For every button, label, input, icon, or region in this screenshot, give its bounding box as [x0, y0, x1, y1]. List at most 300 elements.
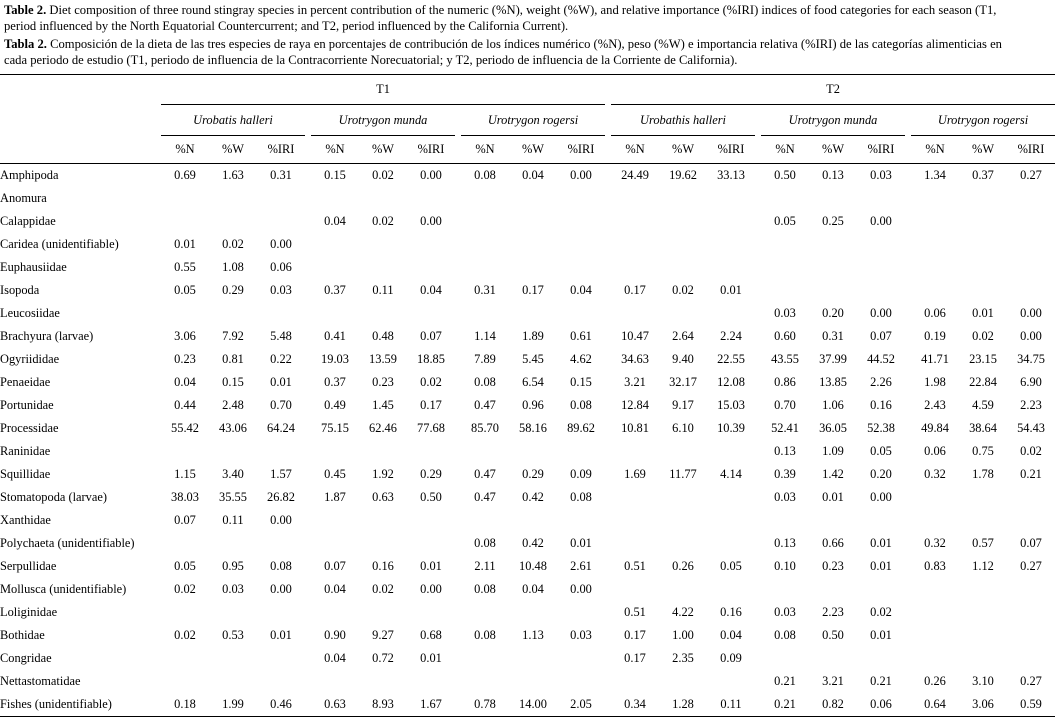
table-cell: 0.01: [870, 628, 892, 642]
table-cell: 0.16: [372, 559, 394, 573]
table-cell: 52.38: [867, 421, 895, 435]
table-cell: 0.10: [774, 559, 796, 573]
table-cell: 41.71: [921, 352, 949, 366]
table-cell: 0.29: [222, 283, 244, 297]
table-cell: 54.43: [1017, 421, 1045, 435]
table-cell: [1007, 279, 1055, 302]
table-cell: [659, 302, 707, 325]
table-row: [0, 233, 1055, 256]
metric-header: %W: [359, 136, 407, 164]
table-cell: 43.55: [771, 352, 799, 366]
food-category: Penaeidae: [0, 375, 51, 389]
table-cell: 9.27: [372, 628, 394, 642]
metric-header: %IRI: [707, 136, 755, 164]
table-cell: [911, 601, 959, 624]
table-cell: 0.03: [222, 582, 244, 596]
table-cell: 0.01: [174, 237, 196, 251]
table-cell: 0.21: [1020, 467, 1042, 481]
table-cell: 0.08: [474, 628, 496, 642]
table-cell: [959, 601, 1007, 624]
table-cell: [611, 532, 659, 555]
table-cell: 0.11: [222, 513, 244, 527]
table-cell: 0.32: [924, 467, 946, 481]
metric-header: %IRI: [1007, 136, 1055, 164]
table-cell: 0.08: [570, 490, 592, 504]
table-cell: 4.59: [972, 398, 994, 412]
table-cell: [1007, 187, 1055, 210]
table-cell: 33.13: [717, 168, 745, 182]
table-cell: 22.55: [717, 352, 745, 366]
table-cell: [707, 578, 755, 601]
table-cell: 0.23: [822, 559, 844, 573]
table-cell: [911, 233, 959, 256]
table-cell: [461, 670, 509, 693]
table-cell: [359, 187, 407, 210]
table-cell: 49.84: [921, 421, 949, 435]
table-cell: 13.59: [369, 352, 397, 366]
table-cell: 2.64: [672, 329, 694, 343]
table-cell: [257, 440, 305, 463]
table-cell: 1.92: [372, 467, 394, 481]
metric-header: %N: [911, 136, 959, 164]
table-cell: 1.42: [822, 467, 844, 481]
table-cell: [461, 187, 509, 210]
table-cell: [311, 302, 359, 325]
table-cell: 6.54: [522, 375, 544, 389]
table-cell: 62.46: [369, 421, 397, 435]
table-cell: 1.34: [924, 168, 946, 182]
table-row: [0, 256, 1055, 279]
table-cell: [857, 256, 905, 279]
table-cell: [209, 302, 257, 325]
food-category: Anomura: [0, 191, 47, 205]
table-cell: 1.89: [522, 329, 544, 343]
table-row: [0, 302, 1055, 325]
table-cell: 0.95: [222, 559, 244, 573]
table-cell: [209, 187, 257, 210]
table-cell: 14.00: [509, 693, 557, 717]
table-cell: 0.02: [672, 283, 694, 297]
table-cell: [407, 670, 455, 693]
table-cell: 37.99: [819, 352, 847, 366]
table-cell: 0.44: [174, 398, 196, 412]
table-cell: 43.06: [219, 421, 247, 435]
table-cell: 0.00: [570, 168, 592, 182]
table-cell: 0.21: [870, 674, 892, 688]
table-cell: [659, 670, 707, 693]
table-cell: [911, 486, 959, 509]
table-cell: 0.03: [570, 628, 592, 642]
table-cell: 0.39: [774, 467, 796, 481]
table-cell: [461, 210, 509, 233]
table-cell: [911, 210, 959, 233]
table-cell: [359, 670, 407, 693]
table-cell: 0.02: [372, 214, 394, 228]
table-cell: 0.21: [774, 674, 796, 688]
metric-header-spacer: [0, 136, 161, 164]
table-cell: [557, 509, 605, 532]
table-cell: 0.47: [474, 467, 496, 481]
table-cell: [959, 233, 1007, 256]
table-cell: 0.20: [870, 467, 892, 481]
table-row: [0, 693, 1055, 717]
table-cell: 0.02: [870, 605, 892, 619]
table-cell: 0.27: [1020, 168, 1042, 182]
table-cell: 0.02: [420, 375, 442, 389]
table-cell: [161, 187, 209, 210]
table-cell: 0.78: [461, 693, 509, 717]
table-cell: 10.39: [717, 421, 745, 435]
table-cell: 0.42: [522, 536, 544, 550]
table-cell: 0.25: [822, 214, 844, 228]
table-cell: 0.02: [174, 582, 196, 596]
table-cell: [809, 256, 857, 279]
table-cell: [509, 509, 557, 532]
table-cell: 0.07: [420, 329, 442, 343]
table-cell: 0.07: [870, 329, 892, 343]
table-row: [0, 210, 1055, 233]
table-cell: 23.15: [969, 352, 997, 366]
table-cell: [257, 302, 305, 325]
table-cell: [407, 302, 455, 325]
table-cell: [209, 647, 257, 670]
table-cell: 0.17: [624, 651, 646, 665]
table-cell: [311, 601, 359, 624]
table-cell: 0.00: [1020, 329, 1042, 343]
table-cell: [857, 233, 905, 256]
table-cell: 0.57: [972, 536, 994, 550]
table-cell: 35.55: [219, 490, 247, 504]
table-cell: [461, 233, 509, 256]
table-cell: [959, 279, 1007, 302]
table-cell: [557, 210, 605, 233]
table-caption-en: [4, 2, 1019, 34]
table-cell: [461, 256, 509, 279]
table-cell: [611, 256, 659, 279]
species-header: Urotrygon munda: [311, 105, 455, 136]
table-cell: 0.01: [870, 559, 892, 573]
table-cell: [407, 440, 455, 463]
table-cell: 0.02: [372, 168, 394, 182]
table-cell: 6.10: [672, 421, 694, 435]
food-category: Portunidae: [0, 398, 54, 412]
table-row: [0, 463, 1055, 486]
food-category: Euphausiidae: [0, 260, 67, 274]
table-cell: [857, 578, 905, 601]
table-cell: 9.40: [672, 352, 694, 366]
table-cell: 0.05: [720, 559, 742, 573]
table-cell: 18.85: [417, 352, 445, 366]
table-cell: [809, 279, 857, 302]
table-cell: [509, 233, 557, 256]
table-cell: 0.45: [324, 467, 346, 481]
table-cell: [857, 509, 905, 532]
table-cell: [359, 601, 407, 624]
table-cell: 0.07: [174, 513, 196, 527]
table-cell: 15.03: [717, 398, 745, 412]
table-cell: 38.03: [171, 490, 199, 504]
table-cell: [809, 233, 857, 256]
table-cell: 0.32: [924, 536, 946, 550]
table-cell: 0.03: [870, 168, 892, 182]
table-cell: [707, 486, 755, 509]
table-cell: 0.04: [174, 375, 196, 389]
table-cell: [407, 509, 455, 532]
table-cell: 24.49: [621, 168, 649, 182]
table-row: [0, 187, 1055, 210]
table-cell: 1.28: [659, 693, 707, 717]
table-cell: [959, 486, 1007, 509]
table-cell: 0.15: [570, 375, 592, 389]
table-cell: 0.31: [270, 168, 292, 182]
table-cell: 0.51: [624, 559, 646, 573]
table-cell: [761, 187, 809, 210]
table-cell: 0.07: [324, 559, 346, 573]
table-cell: 9.17: [672, 398, 694, 412]
table-cell: 0.04: [522, 168, 544, 182]
table-cell: 0.42: [522, 490, 544, 504]
table-cell: 0.01: [720, 283, 742, 297]
table-cell: [257, 601, 305, 624]
table-cell: 10.81: [621, 421, 649, 435]
table-cell: [1007, 233, 1055, 256]
table-cell: 0.37: [324, 375, 346, 389]
table-cell: [761, 233, 809, 256]
table-cell: [209, 670, 257, 693]
table-cell: [509, 302, 557, 325]
table-cell: [557, 601, 605, 624]
table-cell: 89.62: [567, 421, 595, 435]
table-cell: [761, 279, 809, 302]
table-cell: 0.06: [924, 306, 946, 320]
species-header: Urotrygon rogersi: [911, 105, 1055, 136]
table-row: [0, 624, 1055, 647]
table-cell: 0.15: [324, 168, 346, 182]
table-cell: 12.84: [621, 398, 649, 412]
table-cell: [1007, 601, 1055, 624]
table-cell: 0.02: [222, 237, 244, 251]
table-cell: 0.05: [870, 444, 892, 458]
table-cell: [959, 210, 1007, 233]
table-cell: 1.15: [174, 467, 196, 481]
table-cell: 0.18: [161, 693, 209, 717]
table-cell: 38.64: [969, 421, 997, 435]
table-cell: 0.34: [611, 693, 659, 717]
table-cell: [761, 647, 809, 670]
season-header-t2: T2: [611, 75, 1055, 105]
table-cell: [809, 647, 857, 670]
table-cell: 0.49: [324, 398, 346, 412]
table-cell: 0.70: [270, 398, 292, 412]
table-cell: [161, 532, 209, 555]
table-cell: 0.00: [870, 214, 892, 228]
metric-header: %IRI: [857, 136, 905, 164]
food-category: Squillidae: [0, 467, 51, 481]
table-cell: [557, 187, 605, 210]
food-category: Polychaeta (unidentifiable): [0, 536, 135, 550]
table-cell: 5.48: [270, 329, 292, 343]
table-cell: 0.00: [420, 214, 442, 228]
table-cell: [809, 187, 857, 210]
table-cell: [257, 532, 305, 555]
table-cell: 0.02: [1020, 444, 1042, 458]
table-cell: 1.00: [672, 628, 694, 642]
table-cell: [707, 256, 755, 279]
table-cell: 1.87: [324, 490, 346, 504]
table-cell: 0.47: [474, 398, 496, 412]
table-cell: 1.13: [522, 628, 544, 642]
table-cell: 2.61: [570, 559, 592, 573]
species-header-row: [0, 105, 1055, 136]
table-cell: 0.06: [924, 444, 946, 458]
table-cell: [707, 187, 755, 210]
food-category: Mollusca (unidentifiable): [0, 582, 127, 596]
table-cell: [161, 601, 209, 624]
table-row: [0, 509, 1055, 532]
table-cell: [407, 187, 455, 210]
table-cell: 0.63: [311, 693, 359, 717]
table-cell: [509, 647, 557, 670]
table-cell: [257, 187, 305, 210]
metric-header: %N: [311, 136, 359, 164]
species-header: Urobatis halleri: [161, 105, 305, 136]
table-cell: [311, 532, 359, 555]
table-cell: 0.11: [372, 283, 394, 297]
table-cell: [509, 187, 557, 210]
table-cell: [311, 256, 359, 279]
table-cell: [461, 440, 509, 463]
table-cell: [557, 233, 605, 256]
table-cell: 75.15: [321, 421, 349, 435]
table-cell: [911, 578, 959, 601]
table-cell: [809, 578, 857, 601]
table-cell: 0.08: [570, 398, 592, 412]
table-cell: 4.62: [570, 352, 592, 366]
food-category: Isopoda: [0, 283, 40, 297]
table-cell: 1.57: [270, 467, 292, 481]
table-cell: [611, 187, 659, 210]
table-cell: [161, 670, 209, 693]
table-cell: 2.23: [822, 605, 844, 619]
table-cell: [911, 256, 959, 279]
caption-es-text: Composición de la dieta de las tres especies de raya en porcentajes de contribución de los índices numérico (%N), peso (%W) e importancia relativa (%IRI) de las categorías alimenticias en cada periodo de estudio (T1, periodo de influencia de la Contracorriente Norecuatorial; y T2, periodo de influencia de la Corriente de California).: [4, 37, 1002, 67]
metric-header: %W: [959, 136, 1007, 164]
table-cell: [611, 302, 659, 325]
table-cell: 3.10: [972, 674, 994, 688]
table-cell: 0.13: [774, 536, 796, 550]
table-cell: 0.03: [774, 605, 796, 619]
table-cell: 34.75: [1017, 352, 1045, 366]
table-cell: 0.08: [774, 628, 796, 642]
table-cell: [959, 647, 1007, 670]
metric-header: %W: [509, 136, 557, 164]
table-cell: [1007, 210, 1055, 233]
table-cell: 0.26: [672, 559, 694, 573]
table-cell: 44.52: [867, 352, 895, 366]
table-cell: 0.08: [474, 168, 496, 182]
table-cell: 0.37: [972, 168, 994, 182]
table-cell: 0.01: [570, 536, 592, 550]
table-cell: [761, 256, 809, 279]
metric-header: %N: [161, 136, 209, 164]
table-cell: [557, 256, 605, 279]
table-cell: [209, 440, 257, 463]
table-cell: [209, 532, 257, 555]
table-cell: [557, 302, 605, 325]
table-cell: [557, 647, 605, 670]
table-cell: 0.23: [174, 352, 196, 366]
table-cell: 0.31: [822, 329, 844, 343]
table-cell: [509, 601, 557, 624]
table-cell: [407, 601, 455, 624]
table-cell: 0.04: [720, 628, 742, 642]
table-cell: 0.27: [1020, 674, 1042, 688]
table-cell: 0.00: [270, 582, 292, 596]
table-cell: 0.08: [270, 559, 292, 573]
table-row: [0, 601, 1055, 624]
table-cell: 0.61: [570, 329, 592, 343]
table-cell: 3.21: [624, 375, 646, 389]
table-cell: [659, 256, 707, 279]
table-cell: 1.09: [822, 444, 844, 458]
species-header: Urotrygon munda: [761, 105, 905, 136]
table-cell: 0.01: [420, 559, 442, 573]
table-cell: [311, 509, 359, 532]
metric-header: %IRI: [407, 136, 455, 164]
table-cell: 0.27: [1020, 559, 1042, 573]
table-cell: [359, 509, 407, 532]
caption-en-label: Table 2.: [4, 3, 47, 17]
table-cell: [761, 509, 809, 532]
table-cell: 0.20: [822, 306, 844, 320]
table-row: [0, 440, 1055, 463]
table-row: [0, 555, 1055, 578]
food-category: Processidae: [0, 421, 59, 435]
table-cell: [161, 647, 209, 670]
table-cell: 1.99: [209, 693, 257, 717]
table-cell: 0.81: [222, 352, 244, 366]
metric-header: %N: [461, 136, 509, 164]
table-cell: 0.04: [522, 582, 544, 596]
table-cell: 0.11: [707, 693, 755, 717]
table-cell: [809, 509, 857, 532]
table-cell: 19.62: [669, 168, 697, 182]
table-cell: [209, 210, 257, 233]
table-row: [0, 532, 1055, 555]
table-body: [0, 164, 1055, 717]
table-row: [0, 647, 1055, 670]
table-cell: 0.06: [857, 693, 905, 717]
table-cell: 0.03: [270, 283, 292, 297]
table-cell: 0.15: [222, 375, 244, 389]
table-cell: 0.04: [324, 582, 346, 596]
table-cell: [257, 210, 305, 233]
food-category: Amphipoda: [0, 168, 59, 182]
table-cell: 1.45: [372, 398, 394, 412]
table-cell: 0.31: [474, 283, 496, 297]
table-cell: 0.01: [972, 306, 994, 320]
table-cell: 0.04: [324, 651, 346, 665]
table-cell: [509, 440, 557, 463]
table-cell: [161, 440, 209, 463]
table-cell: [707, 440, 755, 463]
table-cell: 1.78: [972, 467, 994, 481]
table-cell: 0.05: [774, 214, 796, 228]
table-cell: [509, 670, 557, 693]
table-cell: [359, 440, 407, 463]
table-cell: [461, 601, 509, 624]
table-cell: [509, 210, 557, 233]
